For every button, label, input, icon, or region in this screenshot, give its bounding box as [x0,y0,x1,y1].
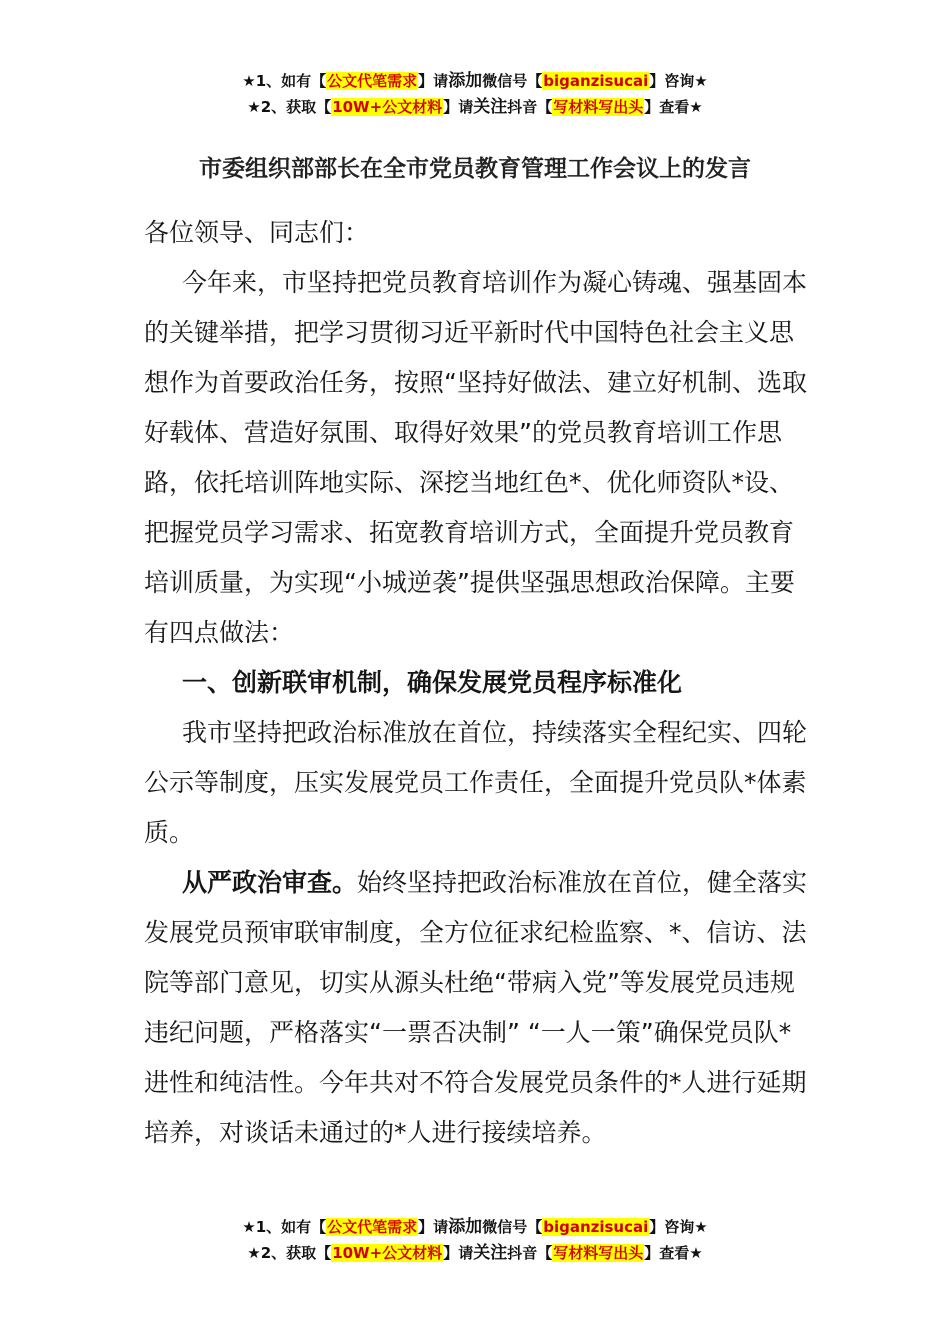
header-banner [0,68,950,120]
document-title: 市委组织部部长在全市党员教育管理工作会议上的发言 [199,156,751,182]
document-body [144,208,808,1158]
footer-banner-line-1: ★1、如有【公文代笔需求】请添加微信号【biganzisucai】咨询★ [242,1217,708,1237]
highlight-materials: 10W+公文材料 [332,1244,443,1262]
highlight-wechat-id: biganzisucai [543,1218,649,1236]
paragraph-section-1: 我市坚持把政治标准放在首位，持续落实全程纪实、四轮公示等制度，压实发展党员工作责任，全面提升党员队*体素质。 [144,718,808,847]
paragraph-body: 始终坚持把政治标准放在首位，健全落实发展党员预审联审制度，全方位征求纪检监察、*、信访、法院等部门意见，切实从源头杜绝“带病入党”等发展党员违规违纪问题，严格落实“一票否决制” “一人一策”确保党员队*进性和纯洁性。今年共对不符合发展党员条件的*人进行延期培养，对谈话未通过的*人进行接续培养。 [144,868,808,1147]
banner-line-2: ★2、获取【10W+公文材料】请关注抖音【写材料写出头】查看★ [247,97,703,117]
footer-banner-line-2: ★2、获取【10W+公文材料】请关注抖音【写材料写出头】查看★ [247,1243,703,1263]
highlight-douyin-account: 写材料写出头 [553,1244,644,1262]
highlight-service: 公文代笔需求 [327,72,418,90]
paragraph-lead: 从严政治审查。 [182,868,358,897]
highlight-douyin-account: 写材料写出头 [553,98,644,116]
section-heading-1: 一、创新联审机制，确保发展党员程序标准化 [182,668,683,697]
highlight-wechat-id: biganzisucai [543,72,649,90]
banner-line-1: ★1、如有【公文代笔需求】请添加微信号【biganzisucai】咨询★ [242,71,708,91]
footer-banner [0,1214,950,1266]
highlight-service: 公文代笔需求 [327,1218,418,1236]
paragraph-political-review [144,858,808,1158]
highlight-materials: 10W+公文材料 [332,98,443,116]
paragraph-intro: 今年来，市坚持把党员教育培训作为凝心铸魂、强基固本的关键举措，把学习贯彻习近平新时代中国特色社会主义思想作为首要政治任务，按照“坚持好做法、建立好机制、选取好载体、营造好氛围、取得好效果”的党员教育培训工作思路，依托培训阵地实际、深挖当地红色*、优化师资队*设、把握党员学习需求、拓宽教育培训方式，全面提升党员教育培训质量，为实现“小城逆袭”提供坚强思想政治保障。主要有四点做法： [144,268,808,647]
greeting: 各位领导、同志们： [144,218,370,247]
